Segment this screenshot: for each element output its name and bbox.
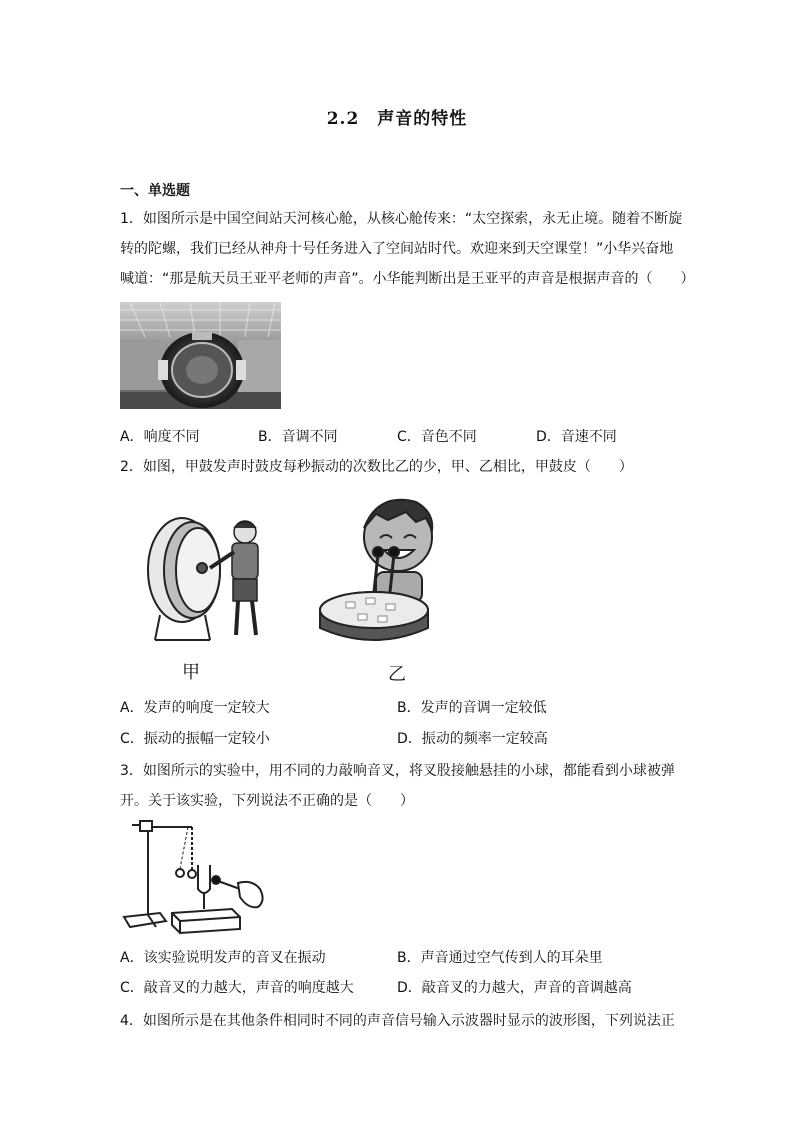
q3-line-2: 开。关于该实验，下列说法不正确的是（ ） [120,793,414,809]
q2-option-d: D．振动的频率一定较高 [397,731,548,747]
q1-option-d: D．音速不同 [536,429,617,445]
caption-yi: 乙 [388,664,406,685]
q1-line-1: 1．如图所示是中国空间站天河核心舱，从核心舱传来：“太空探索，永无止境。随着不断旋 [120,211,683,227]
q1-option-a: A．响度不同 [120,429,200,445]
q3-option-a: A．该实验说明发声的音叉在振动 [120,950,326,966]
q3-option-c: C．敲音叉的力越大，声音的响度越大 [120,980,354,996]
section-heading: 一、单选题 [120,183,190,199]
drum-yi-illustration [318,492,443,644]
drum-jia-illustration [140,510,280,645]
q2-option-a: A．发声的响度一定较大 [120,700,270,716]
q1-line-3: 喊道：“那是航天员王亚平老师的声音”。小华能判断出是王亚平的声音是根据声音的（ ） [120,271,695,287]
page-title: 2.2 声音的特性 [326,109,468,129]
q4-line-1: 4．如图所示是在其他条件相同时不同的声音信号输入示波器时显示的波形图，下列说法正 [120,1013,675,1029]
q1-option-c: C．音色不同 [397,429,477,445]
q3-line-1: 3．如图所示的实验中，用不同的力敲响音叉，将叉股接触悬挂的小球，都能看到小球被弹 [120,763,675,779]
q3-option-d: D．敲音叉的力越大，声音的音调越高 [397,980,632,996]
q2-option-b: B．发声的音调一定较低 [397,700,547,716]
caption-jia: 甲 [182,662,200,683]
space-station-photo [120,302,281,409]
q3-option-b: B．声音通过空气传到人的耳朵里 [397,950,603,966]
q1-line-2: 转的陀螺，我们已经从神舟十号任务进入了空间站时代。欢迎来到天空课堂！”小华兴奋地 [120,241,674,257]
q2-line-1: 2．如图，甲鼓发声时鼓皮每秒振动的次数比乙的少，甲、乙相比，甲鼓皮（ ） [120,459,633,475]
q2-option-c: C．振动的振幅一定较小 [120,731,270,747]
tuning-fork-experiment-illustration [120,817,270,934]
q1-option-b: B．音调不同 [258,429,338,445]
